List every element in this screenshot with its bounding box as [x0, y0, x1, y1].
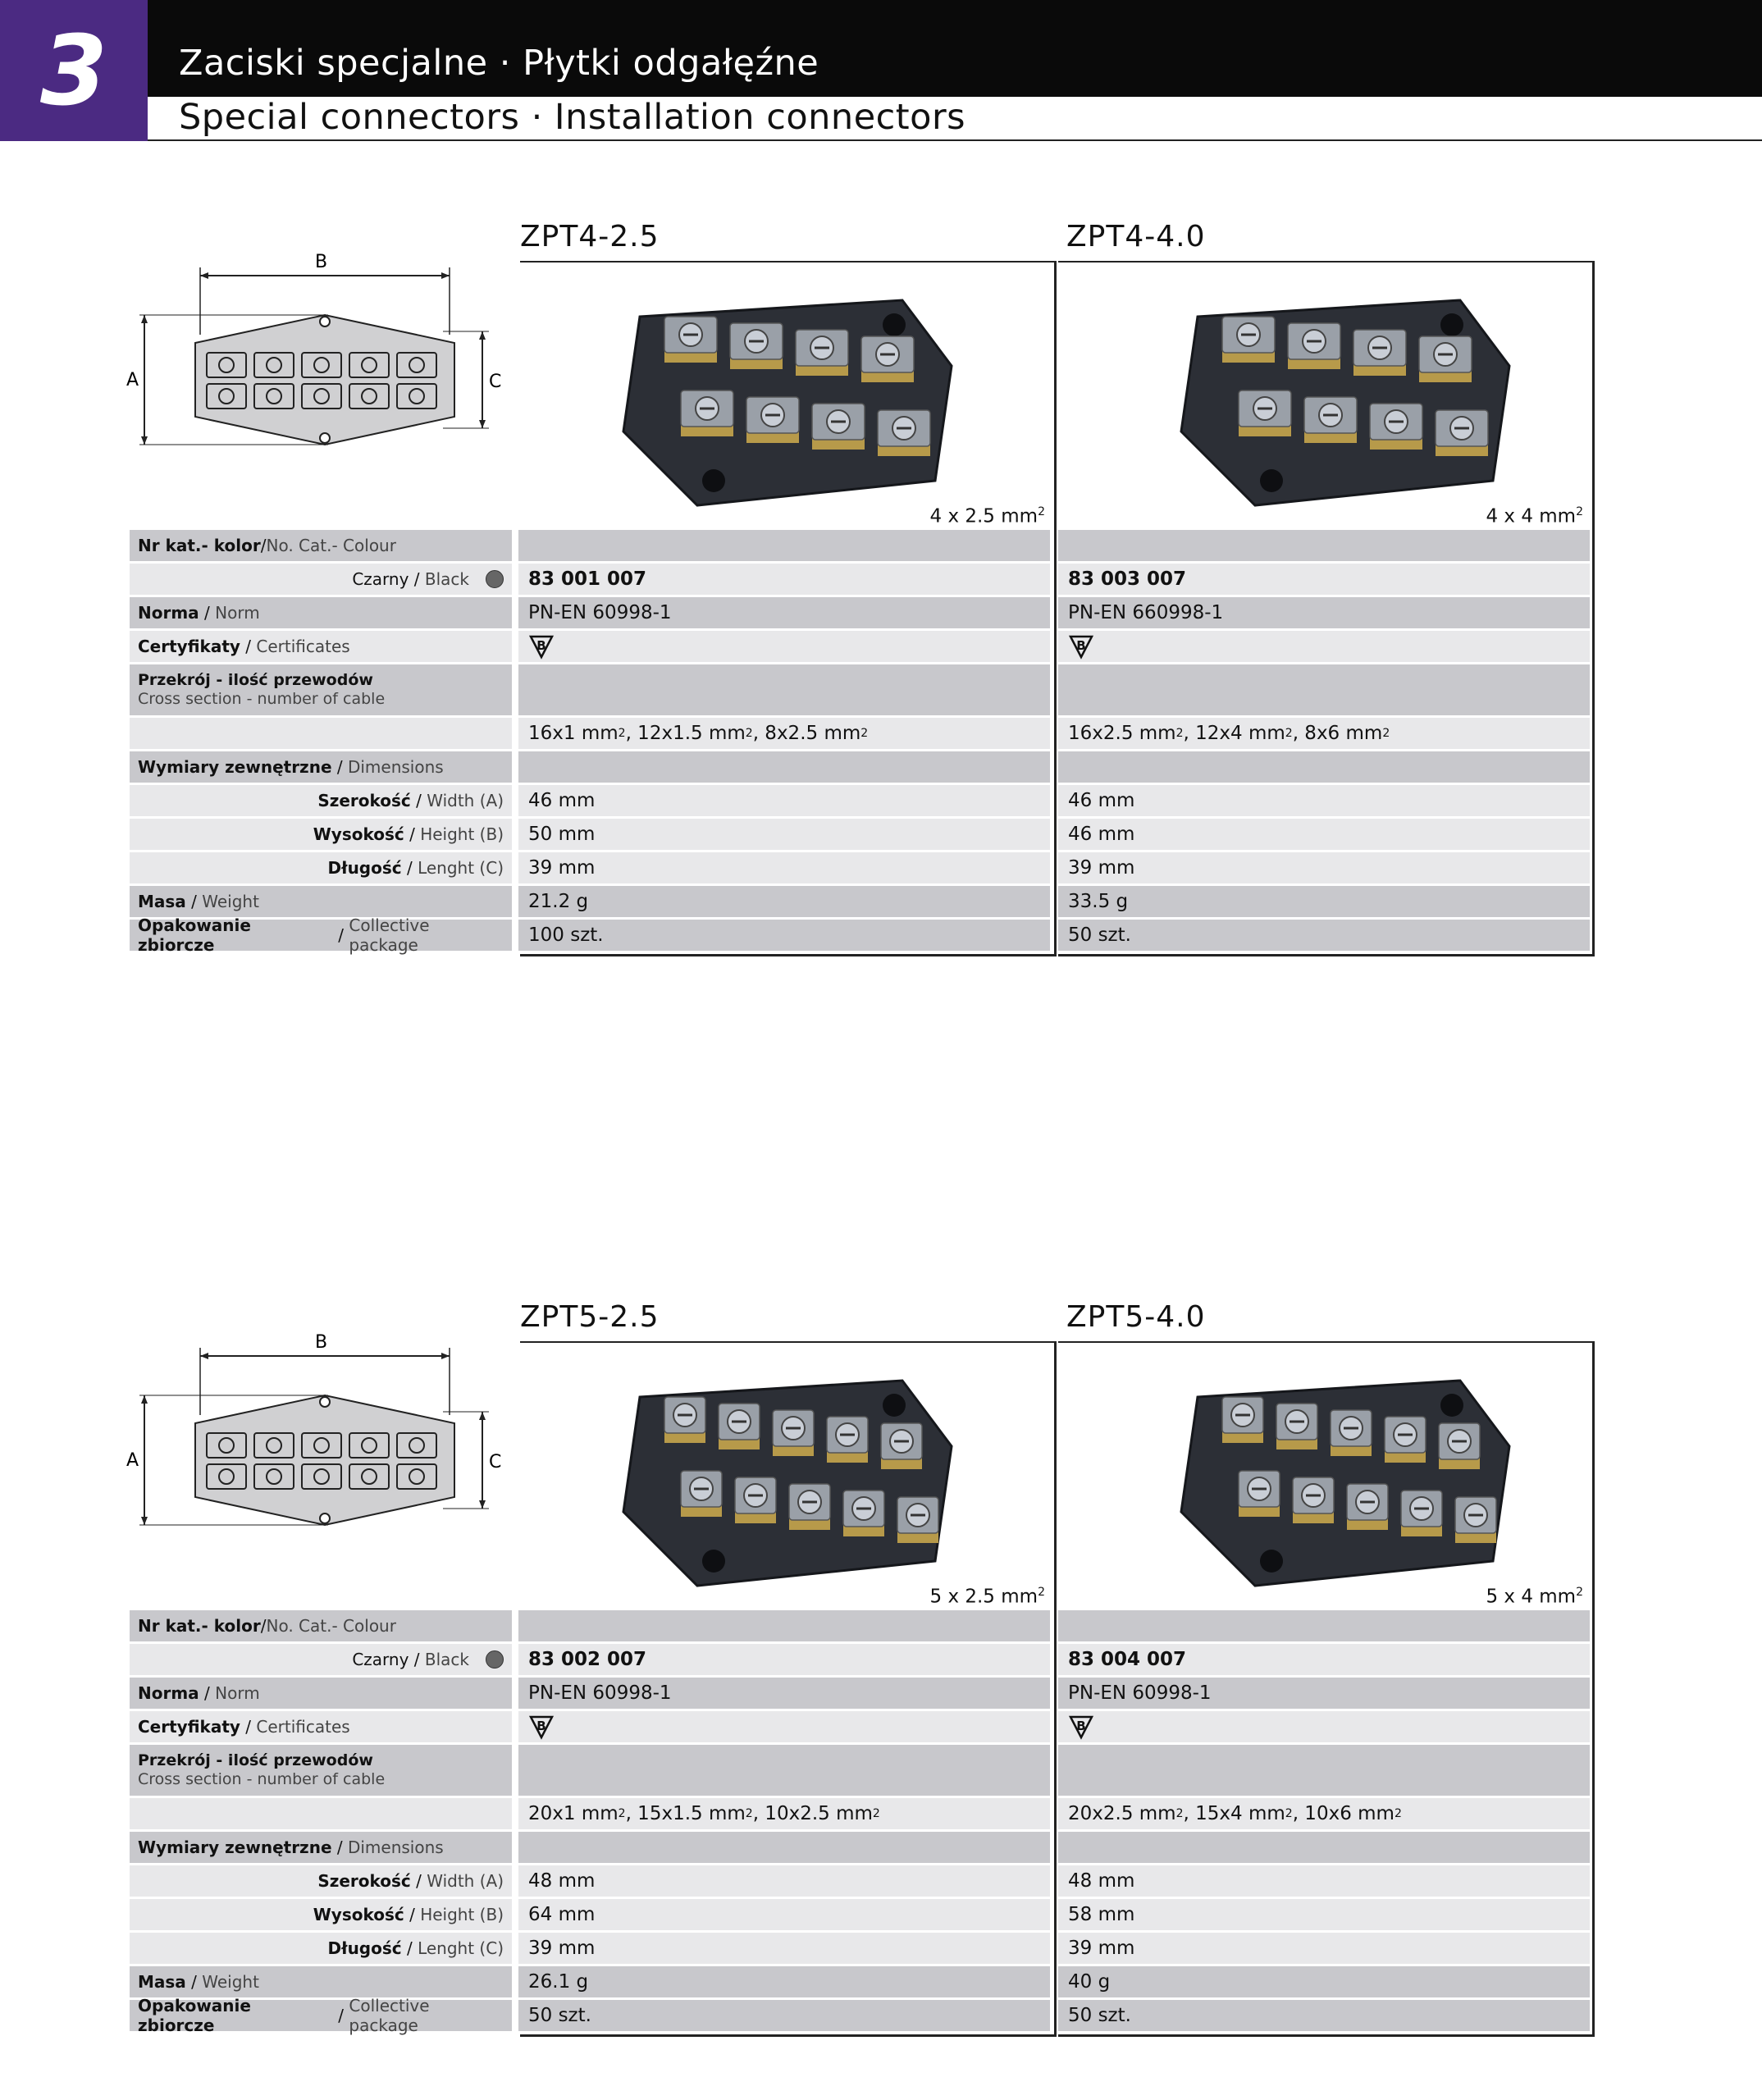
- spec-value: 40 g: [1058, 1966, 1590, 1997]
- spec-row-cross: [130, 664, 1595, 715]
- mount-hole: [883, 1394, 906, 1417]
- colour-swatch: [486, 570, 504, 588]
- spec-row-cert: [130, 631, 1595, 662]
- spec-value: PN-EN 660998-1: [1058, 597, 1590, 628]
- mount-hole: [1440, 313, 1463, 336]
- dimension-diagram: [126, 1332, 517, 1554]
- spec-value: 100 szt.: [518, 920, 1050, 951]
- spec-value: 48 mm: [518, 1865, 1050, 1897]
- b-certificate-icon: [528, 634, 555, 659]
- diagram-label-c: C: [489, 372, 502, 392]
- svg-text:B: B: [1076, 638, 1086, 653]
- spec-value: [518, 664, 1050, 715]
- spec-value: 83 003 007: [1058, 564, 1590, 595]
- spec-row-norm: [130, 597, 1595, 628]
- spec-row-cross: [130, 1745, 1595, 1796]
- spec-row-cert: [130, 1711, 1595, 1742]
- product-name: ZPT5-4.0: [1066, 1300, 1206, 1334]
- spec-label: Szerokość / Width (A): [130, 1865, 512, 1897]
- svg-text:B: B: [1076, 1719, 1086, 1733]
- spec-value: 26.1 g: [518, 1966, 1050, 1997]
- spec-value: 46 mm: [1058, 819, 1590, 850]
- mount-hole: [883, 313, 906, 336]
- spec-label: Norma / Norm: [130, 1678, 512, 1709]
- mount-hole: [1440, 1394, 1463, 1417]
- spec-label: Wysokość / Height (B): [130, 1899, 512, 1930]
- spec-value: [1058, 530, 1590, 561]
- chapter-number: 3: [0, 0, 148, 141]
- product-section: [0, 1300, 1762, 2055]
- spec-row-catalog: [130, 1610, 1595, 1641]
- spec-label: Opakowanie zbiorcze / Collective package: [130, 2000, 512, 2031]
- spec-value: 20x1 mm 2 , 15x1.5 mm 2 , 10x2.5 mm 2: [518, 1798, 1050, 1829]
- spec-label: Certyfikaty / Certificates: [130, 631, 512, 662]
- spec-value: [518, 1832, 1050, 1863]
- spec-value: 20x2.5 mm 2 , 15x4 mm 2 , 10x6 mm 2: [1058, 1798, 1590, 1829]
- spec-value: PN-EN 60998-1: [518, 1678, 1050, 1709]
- spec-value: 64 mm: [518, 1899, 1050, 1930]
- diagram-label-b: B: [315, 252, 328, 272]
- spec-value: 33.5 g: [1058, 886, 1590, 917]
- spec-value: PN-EN 60998-1: [1058, 1678, 1590, 1709]
- header-title-pl: Zaciski specjalne · Płytki odgałęźne: [179, 43, 819, 84]
- spec-row-catalog: [130, 530, 1595, 561]
- spec-row-height: [130, 1899, 1595, 1930]
- b-certificate-icon: [1068, 1714, 1094, 1739]
- spec-value: 83 002 007: [518, 1644, 1050, 1675]
- cable-size-label: 4 x 2.5 $mm^2$: [929, 505, 1045, 527]
- spec-value: 48 mm: [1058, 1865, 1590, 1897]
- header-divider: [148, 139, 1762, 141]
- product-photo: [591, 1348, 984, 1594]
- spec-label: Wymiary zewnętrzne / Dimensions: [130, 1832, 512, 1863]
- product-section: [0, 220, 1762, 975]
- svg-text:B: B: [536, 1719, 546, 1733]
- spec-value: [518, 1610, 1050, 1641]
- spec-label: Szerokość / Width (A): [130, 785, 512, 816]
- spec-value: 46 mm: [1058, 785, 1590, 816]
- product-photo: [591, 267, 984, 514]
- spec-row-catalog_val: [130, 564, 1595, 595]
- spec-value: [1058, 631, 1590, 662]
- spec-label: [130, 718, 512, 749]
- product-name: ZPT4-4.0: [1066, 220, 1206, 253]
- spec-value: 83 004 007: [1058, 1644, 1590, 1675]
- diagram-label-a: A: [126, 1450, 139, 1471]
- spec-value: 16x2.5 mm 2 , 12x4 mm 2 , 8x6 mm 2: [1058, 718, 1590, 749]
- spec-value: 50 mm: [518, 819, 1050, 850]
- spec-row-dims: [130, 751, 1595, 783]
- spec-label: Przekrój - ilość przewodów Cross section - number of cable: [130, 664, 512, 715]
- spec-row-dims: [130, 1832, 1595, 1863]
- product-photo: [1148, 267, 1542, 514]
- spec-value: [518, 1745, 1050, 1796]
- diagram-label-a: A: [126, 370, 139, 390]
- diagram-label-c: C: [489, 1452, 502, 1472]
- spec-value: [1058, 1745, 1590, 1796]
- spec-value: [1058, 751, 1590, 783]
- spec-label: Opakowanie zbiorcze / Collective package: [130, 920, 512, 951]
- spec-label: Długość / Lenght (C): [130, 1933, 512, 1964]
- spec-row-length: [130, 1933, 1595, 1964]
- svg-text:B: B: [536, 638, 546, 653]
- spec-row-pack: [130, 1996, 1595, 2035]
- spec-value: 58 mm: [1058, 1899, 1590, 1930]
- b-certificate-icon: [528, 1714, 555, 1739]
- spec-row-catalog_val: [130, 1644, 1595, 1675]
- spec-value: [518, 631, 1050, 662]
- spec-value: [1058, 1610, 1590, 1641]
- spec-value: 50 szt.: [518, 2000, 1050, 2031]
- diagram-label-b: B: [315, 1332, 328, 1353]
- spec-value: 83 001 007: [518, 564, 1050, 595]
- product-photo: [1148, 1348, 1542, 1594]
- spec-row-norm: [130, 1678, 1595, 1709]
- spec-value: [518, 1711, 1050, 1742]
- spec-value: 21.2 g: [518, 886, 1050, 917]
- colour-swatch: [486, 1650, 504, 1669]
- spec-row-width: [130, 1865, 1595, 1897]
- spec-label: Wymiary zewnętrzne / Dimensions: [130, 751, 512, 783]
- spec-row-height: [130, 819, 1595, 850]
- header-title-en: Special connectors · Installation connectors: [179, 97, 966, 138]
- spec-value: 39 mm: [518, 852, 1050, 883]
- spec-label: Przekrój - ilość przewodów Cross section - number of cable: [130, 1745, 512, 1796]
- spec-row-mass: [130, 1966, 1595, 1997]
- cable-size-label: 5 x 2.5 $mm^2$: [929, 1586, 1045, 1608]
- spec-value: [518, 530, 1050, 561]
- spec-label: Czarny / Black: [130, 564, 512, 595]
- mount-hole: [1260, 469, 1283, 492]
- dimension-diagram: [126, 252, 517, 474]
- product-name: ZPT4-2.5: [520, 220, 660, 253]
- spec-label: Nr kat.- kolor / No. Cat.- Colour: [130, 530, 512, 561]
- spec-value: [1058, 1711, 1590, 1742]
- mount-hole: [1260, 1550, 1283, 1573]
- spec-row-cross_val: [130, 1798, 1595, 1829]
- spec-value: 46 mm: [518, 785, 1050, 816]
- cable-size-label: 5 x 4 $mm^2$: [1486, 1586, 1583, 1608]
- spec-value: PN-EN 60998-1: [518, 597, 1050, 628]
- mount-hole: [702, 469, 725, 492]
- spec-row-mass: [130, 886, 1595, 917]
- spec-value: 39 mm: [1058, 852, 1590, 883]
- b-certificate-icon: [1068, 634, 1094, 659]
- spec-label: [130, 1798, 512, 1829]
- spec-label: Norma / Norm: [130, 597, 512, 628]
- spec-row-width: [130, 785, 1595, 816]
- spec-label: Długość / Lenght (C): [130, 852, 512, 883]
- spec-label: Certyfikaty / Certificates: [130, 1711, 512, 1742]
- spec-label: Nr kat.- kolor / No. Cat.- Colour: [130, 1610, 512, 1641]
- spec-value: 50 szt.: [1058, 920, 1590, 951]
- spec-label: Masa / Weight: [130, 886, 512, 917]
- spec-value: 16x1 mm 2 , 12x1.5 mm 2 , 8x2.5 mm 2: [518, 718, 1050, 749]
- mount-hole: [702, 1550, 725, 1573]
- cable-size-label: 4 x 4 $mm^2$: [1486, 505, 1583, 527]
- product-name: ZPT5-2.5: [520, 1300, 660, 1334]
- spec-label: Masa / Weight: [130, 1966, 512, 1997]
- spec-row-length: [130, 852, 1595, 883]
- spec-value: 39 mm: [518, 1933, 1050, 1964]
- spec-value: [518, 751, 1050, 783]
- spec-label: Czarny / Black: [130, 1644, 512, 1675]
- spec-row-pack: [130, 915, 1595, 955]
- spec-row-cross_val: [130, 718, 1595, 749]
- spec-label: Wysokość / Height (B): [130, 819, 512, 850]
- spec-value: 39 mm: [1058, 1933, 1590, 1964]
- spec-value: [1058, 1832, 1590, 1863]
- spec-value: 50 szt.: [1058, 2000, 1590, 2031]
- spec-value: [1058, 664, 1590, 715]
